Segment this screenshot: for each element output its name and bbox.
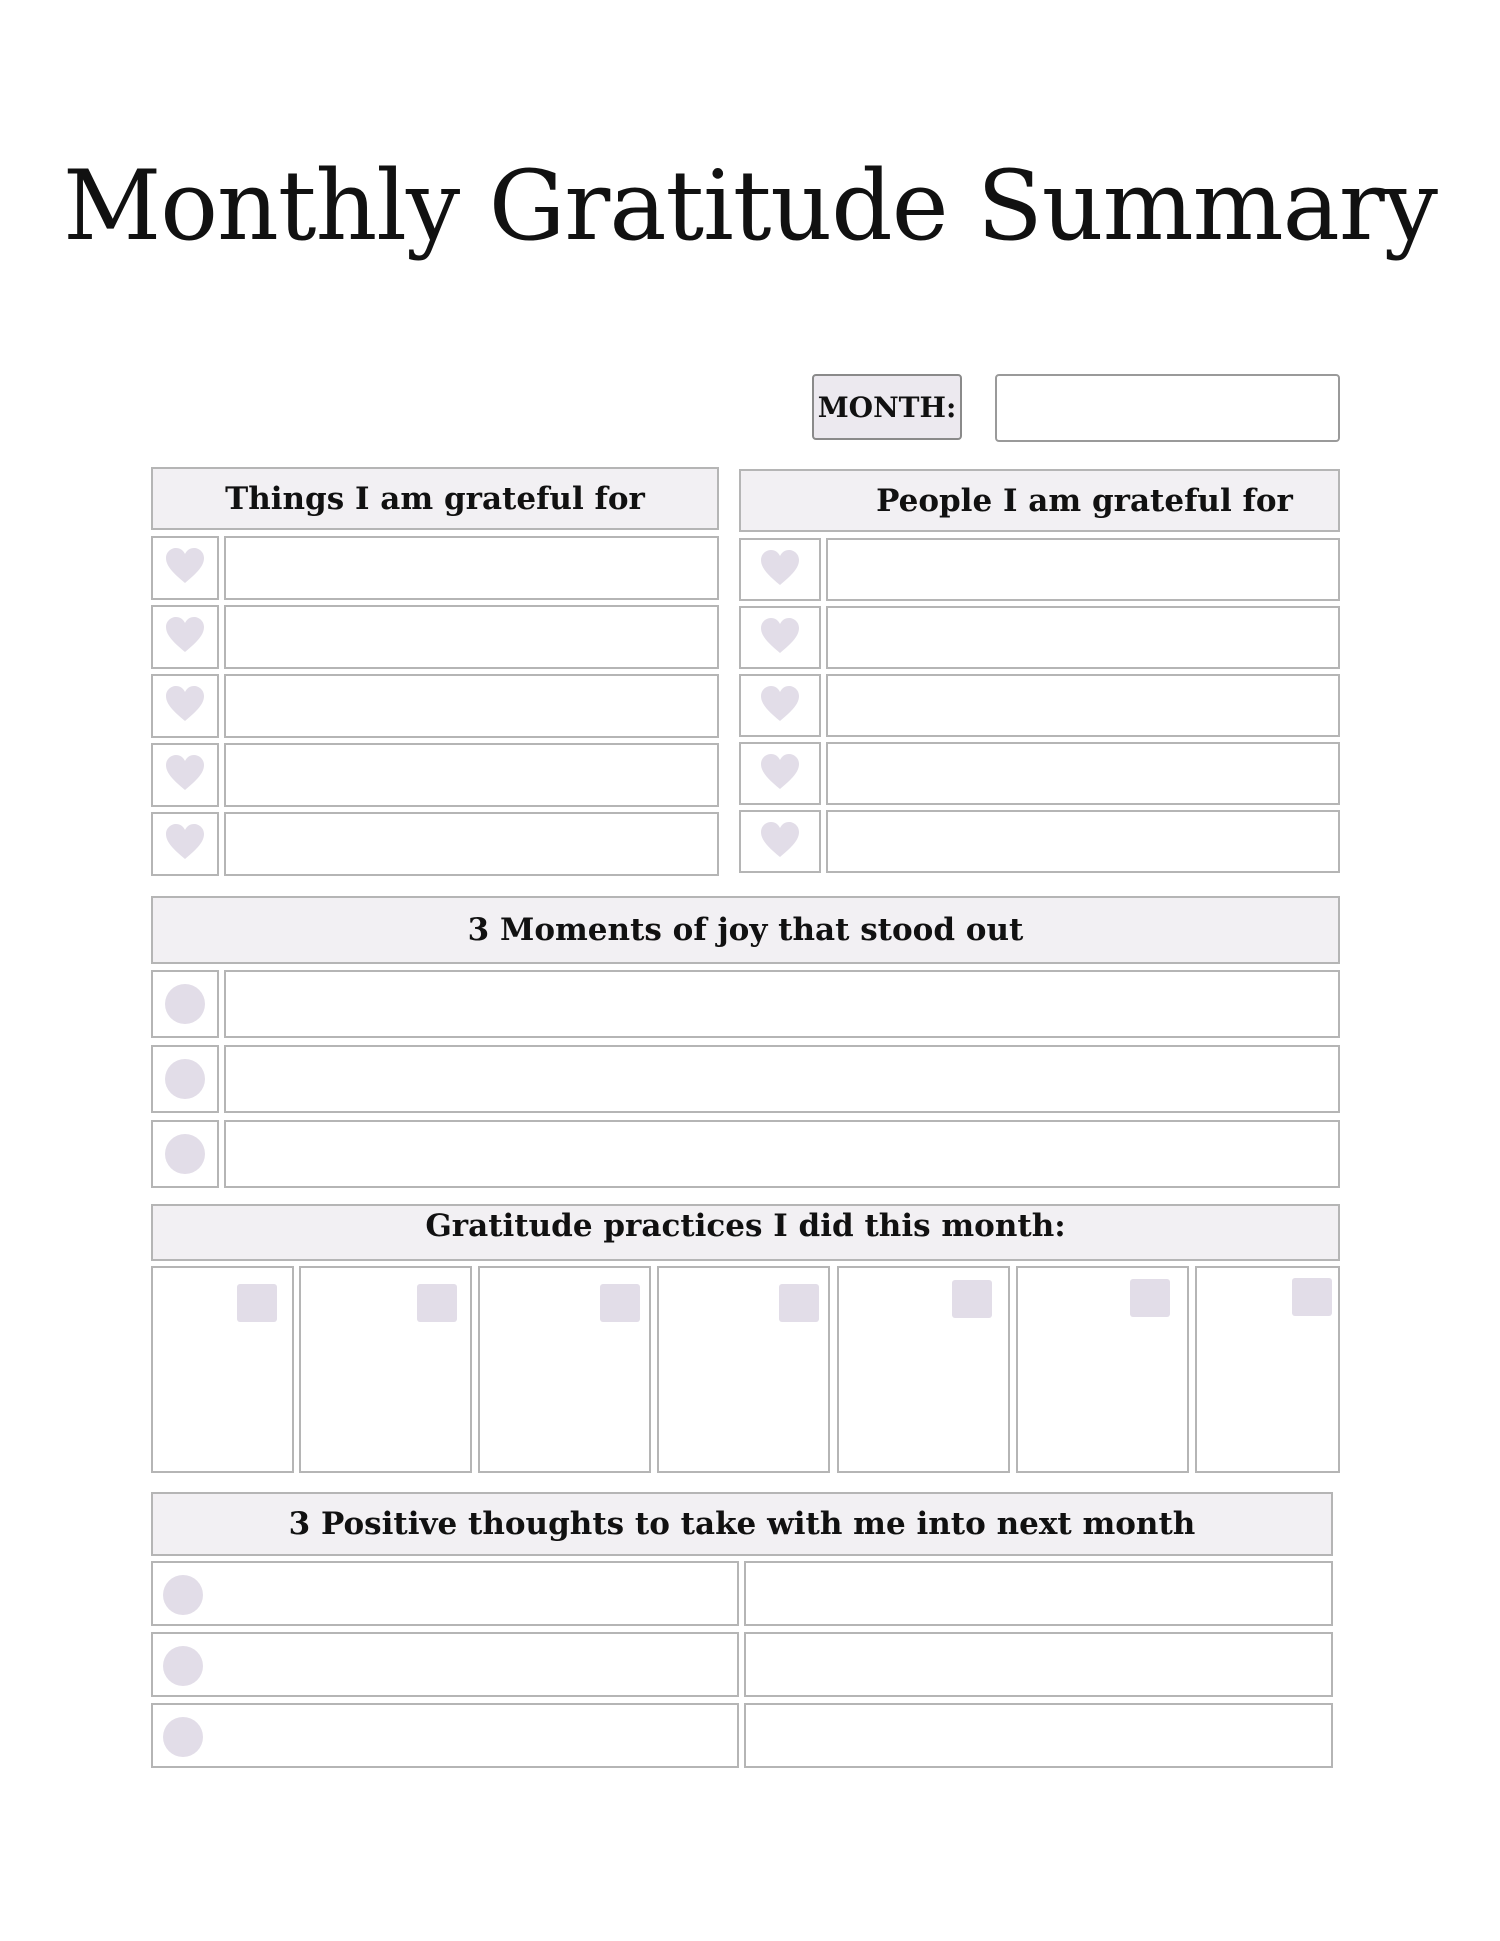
heart-icon [760, 685, 800, 727]
thought-entry-field-right[interactable] [744, 1561, 1333, 1626]
heart-icon [760, 617, 800, 659]
checkbox-icon[interactable] [779, 1284, 819, 1322]
people-heart-cell [739, 742, 821, 805]
thought-entry-field[interactable] [151, 1703, 739, 1768]
moment-entry-field[interactable] [224, 1045, 1340, 1113]
things-header: Things I am grateful for [151, 467, 719, 530]
moment-entry-field[interactable] [224, 970, 1340, 1038]
moment-bullet-cell [151, 970, 219, 1038]
thought-entry-field[interactable] [151, 1632, 739, 1697]
heart-icon [165, 754, 205, 796]
circle-bullet-icon [165, 1134, 205, 1174]
things-heart-cell [151, 812, 219, 876]
month-label: MONTH: [812, 374, 962, 440]
things-heart-cell [151, 743, 219, 807]
page-title: Monthly Gratitude Summary [62, 150, 1438, 262]
people-header: People I am grateful for [739, 469, 1340, 532]
moment-bullet-cell [151, 1120, 219, 1188]
thought-entry-field[interactable] [151, 1561, 739, 1626]
thought-entry-field-right[interactable] [744, 1703, 1333, 1768]
things-entry-field[interactable] [224, 812, 719, 876]
circle-bullet-icon [165, 1059, 205, 1099]
thoughts-header: 3 Positive thoughts to take with me into next month [151, 1492, 1333, 1556]
things-heart-cell [151, 674, 219, 738]
people-entry-field[interactable] [826, 742, 1340, 805]
heart-icon [165, 547, 205, 589]
checkbox-icon[interactable] [1292, 1278, 1332, 1316]
circle-bullet-icon [163, 1717, 203, 1757]
moments-header: 3 Moments of joy that stood out [151, 896, 1340, 964]
heart-icon [760, 821, 800, 863]
things-entry-field[interactable] [224, 536, 719, 600]
things-heart-cell [151, 605, 219, 669]
things-entry-field[interactable] [224, 674, 719, 738]
people-heart-cell [739, 538, 821, 601]
people-entry-field[interactable] [826, 674, 1340, 737]
checkbox-icon[interactable] [1130, 1279, 1170, 1317]
checkbox-icon[interactable] [600, 1284, 640, 1322]
checkbox-icon[interactable] [417, 1284, 457, 1322]
circle-bullet-icon [165, 984, 205, 1024]
thought-entry-field-right[interactable] [744, 1632, 1333, 1697]
heart-icon [165, 823, 205, 865]
things-entry-field[interactable] [224, 743, 719, 807]
checkbox-icon[interactable] [237, 1284, 277, 1322]
practices-header: Gratitude practices I did this month: [151, 1204, 1340, 1261]
circle-bullet-icon [163, 1646, 203, 1686]
people-entry-field[interactable] [826, 810, 1340, 873]
people-heart-cell [739, 674, 821, 737]
heart-icon [760, 549, 800, 591]
heart-icon [760, 753, 800, 795]
people-entry-field[interactable] [826, 538, 1340, 601]
circle-bullet-icon [163, 1575, 203, 1615]
checkbox-icon[interactable] [952, 1280, 992, 1318]
moment-bullet-cell [151, 1045, 219, 1113]
month-input[interactable] [995, 374, 1340, 442]
heart-icon [165, 685, 205, 727]
people-heart-cell [739, 810, 821, 873]
moment-entry-field[interactable] [224, 1120, 1340, 1188]
people-entry-field[interactable] [826, 606, 1340, 669]
things-heart-cell [151, 536, 219, 600]
heart-icon [165, 616, 205, 658]
people-heart-cell [739, 606, 821, 669]
things-entry-field[interactable] [224, 605, 719, 669]
